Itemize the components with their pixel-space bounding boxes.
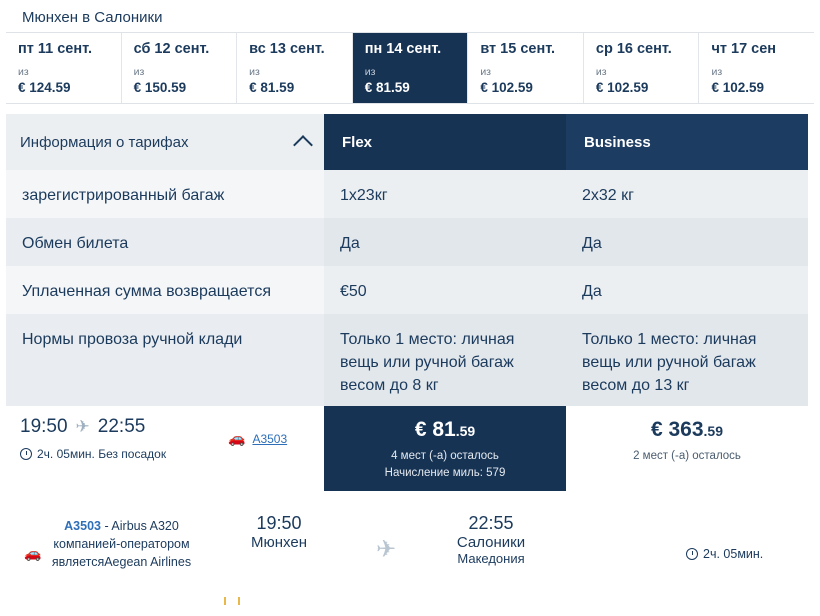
date-from-label: из — [480, 66, 491, 78]
fare-value-business-2: Да — [566, 266, 808, 314]
date-price: € 102.59 — [480, 80, 533, 95]
business-price — [566, 418, 808, 442]
flight-duration: 2ч. 05мин. Без посадок — [37, 447, 167, 461]
chevron-up-icon[interactable] — [293, 135, 313, 155]
date-cell-3-selected[interactable] — [353, 33, 469, 103]
detail-arrival — [426, 513, 556, 566]
business-price-cents: .59 — [703, 423, 724, 439]
date-label: вт 15 сент. — [480, 41, 556, 57]
fare-comparison-table — [6, 114, 814, 406]
arrival-time: 22:55 — [97, 416, 146, 437]
aircraft-code-link-row[interactable] — [228, 430, 287, 447]
bus-icon: 🚗 — [228, 430, 246, 446]
date-label: пт 11 сент. — [18, 41, 92, 57]
date-cell-4[interactable] — [468, 33, 584, 103]
fare-row-label-2: Уплаченная сумма возвращается — [6, 266, 324, 314]
date-from-label: из — [595, 66, 607, 78]
date-price: € 102.59 — [595, 80, 649, 95]
detail-duration-block — [686, 547, 763, 561]
fare-info-header[interactable] — [6, 114, 324, 170]
flex-price-cents: .59 — [455, 423, 476, 439]
detail-aircraft-code[interactable]: A3503 — [64, 519, 101, 533]
flex-seats-left: 4 мест (-а) осталось — [391, 450, 499, 462]
operator-line-1: компанией-оператором — [53, 537, 190, 552]
date-price: € 102.59 — [711, 80, 765, 95]
fare-value-flex-3: Только 1 место: личная вещь или ручной багаж весом до 8 кг — [324, 314, 566, 406]
fare-info-title: Информация о тарифах — [20, 133, 189, 151]
date-label: чт 17 сен — [711, 41, 777, 57]
fare-column-flex-header: Flex — [324, 114, 566, 170]
date-cell-2[interactable] — [237, 33, 353, 103]
flight-times-block — [6, 406, 324, 491]
operator-line-2: являетсяAegean Airlines — [51, 555, 192, 570]
page-title: Мюнхен в Салоники — [22, 9, 163, 26]
clock-icon — [20, 448, 32, 460]
date-price: € 124.59 — [18, 80, 71, 95]
date-cell-0[interactable] — [6, 33, 122, 103]
detail-departure-time: 19:50 — [256, 513, 302, 533]
date-label: вс 13 сент. — [249, 41, 325, 57]
plane-icon-detail: ✈ — [376, 536, 397, 563]
fare-row-label-1: Обмен билета — [6, 218, 324, 266]
date-cell-6[interactable] — [699, 33, 814, 103]
decor-mark-2 — [238, 597, 240, 605]
date-label: пн 14 сент. — [364, 41, 442, 57]
fare-value-business-0: 2х32 кг — [566, 170, 808, 218]
fare-value-flex-0: 1х23кг — [324, 170, 566, 218]
detail-departure-city: Мюнхен — [251, 534, 307, 551]
date-selector-strip[interactable] — [6, 32, 814, 104]
date-price: € 150.59 — [133, 80, 187, 95]
fare-info-column — [6, 114, 324, 406]
fare-value-business-1: Да — [566, 218, 808, 266]
fare-value-flex-1: Да — [324, 218, 566, 266]
flight-option-row — [6, 406, 814, 491]
date-label: сб 12 сент. — [133, 41, 210, 57]
fare-column-business-header: Business — [566, 114, 808, 170]
detail-departure — [224, 513, 334, 551]
detail-arrival-region: Македония — [457, 551, 525, 566]
date-price: € 81.59 — [364, 80, 410, 95]
detail-duration: 2ч. 05мин. — [703, 547, 764, 561]
date-price: € 81.59 — [249, 80, 295, 95]
date-label: ср 16 сент. — [595, 41, 672, 57]
fare-option-business[interactable] — [566, 406, 808, 491]
date-from-label: из — [133, 66, 145, 78]
detail-aircraft-type: - Airbus A320 — [101, 519, 179, 533]
decor-mark-1 — [224, 597, 226, 605]
fare-row-label-3: Нормы провоза ручной клади — [6, 314, 324, 406]
flex-miles-earned: Начисление миль: 579 — [384, 467, 506, 479]
date-from-label: из — [249, 66, 260, 78]
fare-column-flex — [324, 114, 566, 406]
flight-duration-line — [20, 447, 310, 461]
date-cell-5[interactable] — [584, 33, 700, 103]
detail-arrival-time: 22:55 — [468, 513, 514, 533]
date-from-label: из — [18, 66, 29, 78]
aircraft-info-block — [14, 517, 229, 571]
fare-row-label-0: зарегистрированный багаж — [6, 170, 324, 218]
date-cell-1[interactable] — [122, 33, 238, 103]
fare-column-business — [566, 114, 808, 406]
plane-icon: ✈ — [75, 417, 90, 436]
date-from-label: из — [711, 66, 723, 78]
flight-detail-panel — [6, 509, 814, 605]
departure-time: 19:50 — [20, 416, 68, 437]
business-price-main: € 363 — [650, 418, 704, 441]
fare-value-flex-2: €50 — [324, 266, 566, 314]
flex-price-main: € 81 — [414, 418, 456, 441]
fare-value-business-3: Только 1 место: личная вещь или ручной багаж весом до 13 кг — [566, 314, 808, 406]
date-from-label: из — [364, 66, 376, 78]
clock-icon-detail — [686, 548, 698, 560]
fare-option-flex-selected[interactable] — [324, 406, 566, 491]
flex-price — [324, 418, 566, 442]
business-seats-left: 2 мест (-а) осталось — [633, 450, 741, 462]
bus-icon-detail: 🚗 — [24, 545, 42, 561]
aircraft-code-link[interactable]: A3503 — [252, 431, 288, 446]
detail-arrival-city: Салоники — [456, 534, 526, 551]
